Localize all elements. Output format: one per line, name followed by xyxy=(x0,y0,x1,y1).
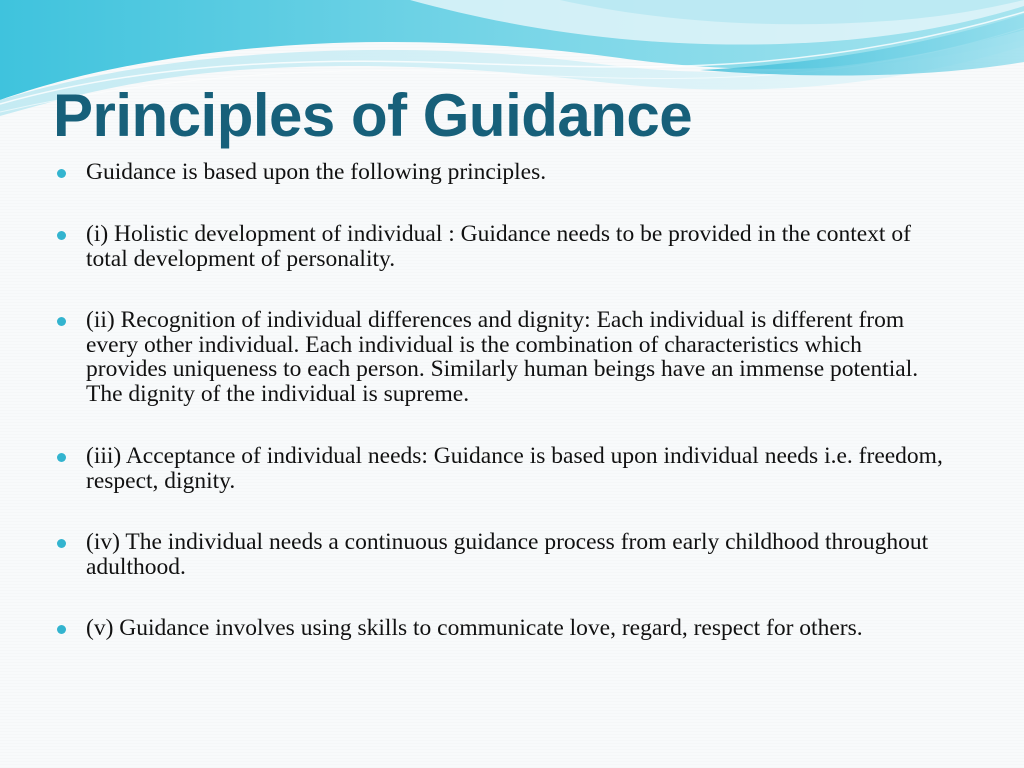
bullet-icon xyxy=(57,169,66,178)
bullet-text: (iv) The individual needs a continuous guidance process from early childhood throughout adulthood. xyxy=(86,529,929,580)
bullet-text: Guidance is based upon the following principles. xyxy=(86,159,547,185)
bullet-icon xyxy=(57,539,66,548)
bullet-text: (v) Guidance involves using skills to communicate love, regard, respect for others. xyxy=(86,615,863,641)
bullet-icon xyxy=(57,625,66,634)
bullet-text: (iii) Acceptance of individual needs: Guidance is based upon individual needs i.e. freedom, respect, dignity. xyxy=(86,443,943,494)
bullet-icon xyxy=(57,231,66,240)
bullet-text: (i) Holistic development of individual : Guidance needs to be provided in the context of total development of personality. xyxy=(86,221,911,272)
bullet-text: (ii) Recognition of individual differences and dignity: Each individual is different from every other individual. Each individual is the combination of characteristics which provides uniqueness to each person. Similarly human beings have an immense potential. The dignity of the individual is supreme. xyxy=(86,307,919,407)
bullet-icon xyxy=(57,317,66,326)
slide-title: Principles of Guidance xyxy=(53,82,693,149)
bullet-icon xyxy=(57,453,66,462)
